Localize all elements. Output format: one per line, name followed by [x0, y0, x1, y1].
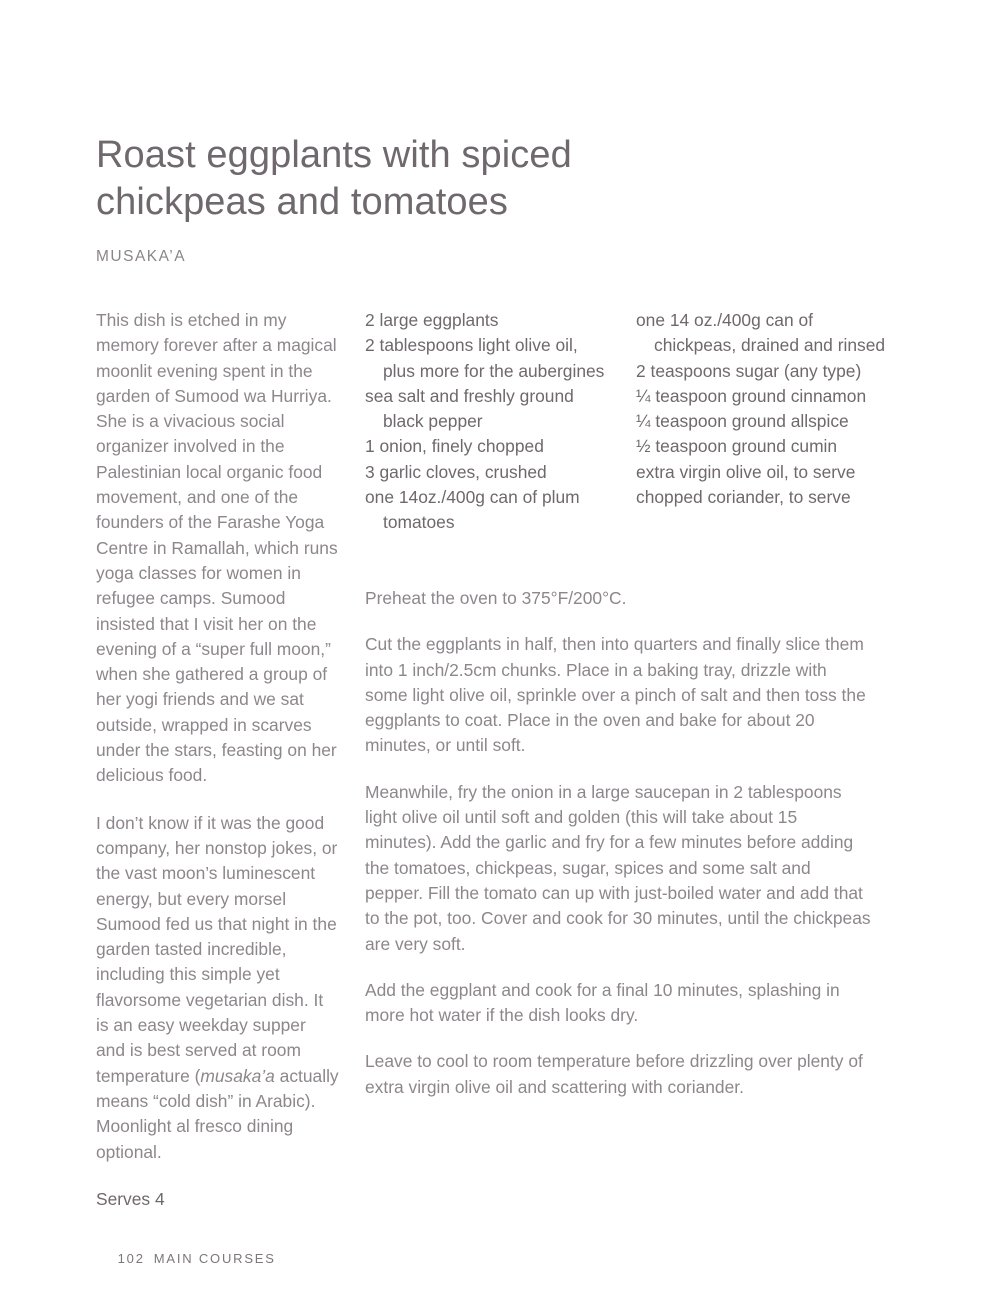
ingredient-item: ¼ teaspoon ground allspice — [636, 411, 849, 432]
method-column — [365, 586, 873, 1100]
method-step: Add the eggplant and cook for a final 10 minutes, splashing in more hot water if the dish looks dry. — [365, 979, 840, 1026]
ingredient-item: one 14 oz./400g can of chickpeas, drained and rinsed — [636, 310, 886, 356]
story-paragraph: This dish is etched in my memory forever after a magical moonlit evening spent in the garden of Sumood wa Hurriya. She is a vivacious social organizer involved in the Palestinian local organic food movement, and one of the founders of the Farashe Yoga Centre in Ramallah, which runs yoga classes for women in refugee camps. Sumood insisted that I visit her on the evening of a “super full moon,” when she gathered a group of her yogi friends and we sat outside, wrapped in scarves under the stars, feasting on her delicious food. — [96, 310, 338, 786]
ingredient-list-2 — [636, 308, 891, 510]
folio-number: 102 — [117, 1251, 145, 1266]
ingredient-list-1 — [365, 308, 613, 536]
story-paragraph-text-part-2: actually means “cold dish” in Arabic). Moonlight al fresco dining optional. — [96, 1065, 339, 1162]
page-title: Roast eggplants with spiced chickpeas and tomatoes — [96, 134, 572, 223]
method-step: Meanwhile, fry the onion in a large saucepan in 2 tablespoons light olive oil until soft and golden (this will take about 15 minutes). Add the garlic and fry for a few minutes before adding the tomatoes, chickpeas, sugar, spices and some salt and pepper. Fill the tomato can up with just-boiled water and add that to the pot, too. Cover and cook for 30 minutes, until the chickpeas are very soft. — [365, 781, 871, 954]
ingredient-item: ¼ teaspoon ground cinnamon — [636, 385, 867, 406]
title-block — [96, 132, 696, 266]
ingredient-item: sea salt and freshly ground black pepper — [365, 385, 574, 432]
ingredient-item: extra virgin olive oil, to serve — [636, 461, 856, 482]
story-paragraph — [96, 811, 339, 1165]
ingredient-item: one 14oz./400g can of plum tomatoes — [365, 487, 580, 533]
ingredient-item: chopped coriander, to serve — [636, 487, 851, 508]
ingredient-item: 3 garlic cloves, crushed — [365, 461, 547, 482]
method-step: Leave to cool to room temperature before drizzling over plenty of extra virgin olive oil and scattering with coriander. — [365, 1051, 863, 1097]
ingredients-column-2 — [636, 308, 891, 510]
story-column — [96, 308, 339, 1212]
serves-note: Serves 4 — [96, 1188, 165, 1209]
page-footer — [96, 1236, 276, 1281]
story-italic-term: musaka’a — [200, 1065, 275, 1086]
ingredient-item: 1 onion, finely chopped — [365, 436, 544, 457]
footer-section-label: MAIN COURSES — [153, 1251, 276, 1266]
ingredient-item: 2 tablespoons light olive oil, plus more for the aubergines — [365, 335, 605, 381]
method-step: Preheat the oven to 375°F/200°C. — [365, 588, 627, 608]
ingredient-item: ½ teaspoon ground cumin — [636, 436, 838, 457]
ingredient-item: 2 teaspoons sugar (any type) — [636, 360, 862, 381]
ingredient-item: 2 large eggplants — [365, 310, 499, 330]
ingredients-column-1 — [365, 308, 613, 536]
method-step: Cut the eggplants in half, then into quarters and finally slice them into 1 inch/2.5cm chunks. Place in a baking tray, drizzle with some light olive oil, sprinkle over a pinch of salt and then toss the eggplants to coat. Place in the oven and bake for about 20 minutes, or until soft. — [365, 634, 866, 756]
story-paragraph-text-part-1: I don’t know if it was the good company, her nonstop jokes, or the vast moon’s luminescent energy, but every morsel Sumood fed us that night in the garden tasted incredible, including this simple yet flavorsome vegetarian dish. It is an easy weekday supper and is best served at room temperature ( — [96, 812, 338, 1086]
recipe-subtitle: MUSAKA’A — [96, 248, 187, 265]
